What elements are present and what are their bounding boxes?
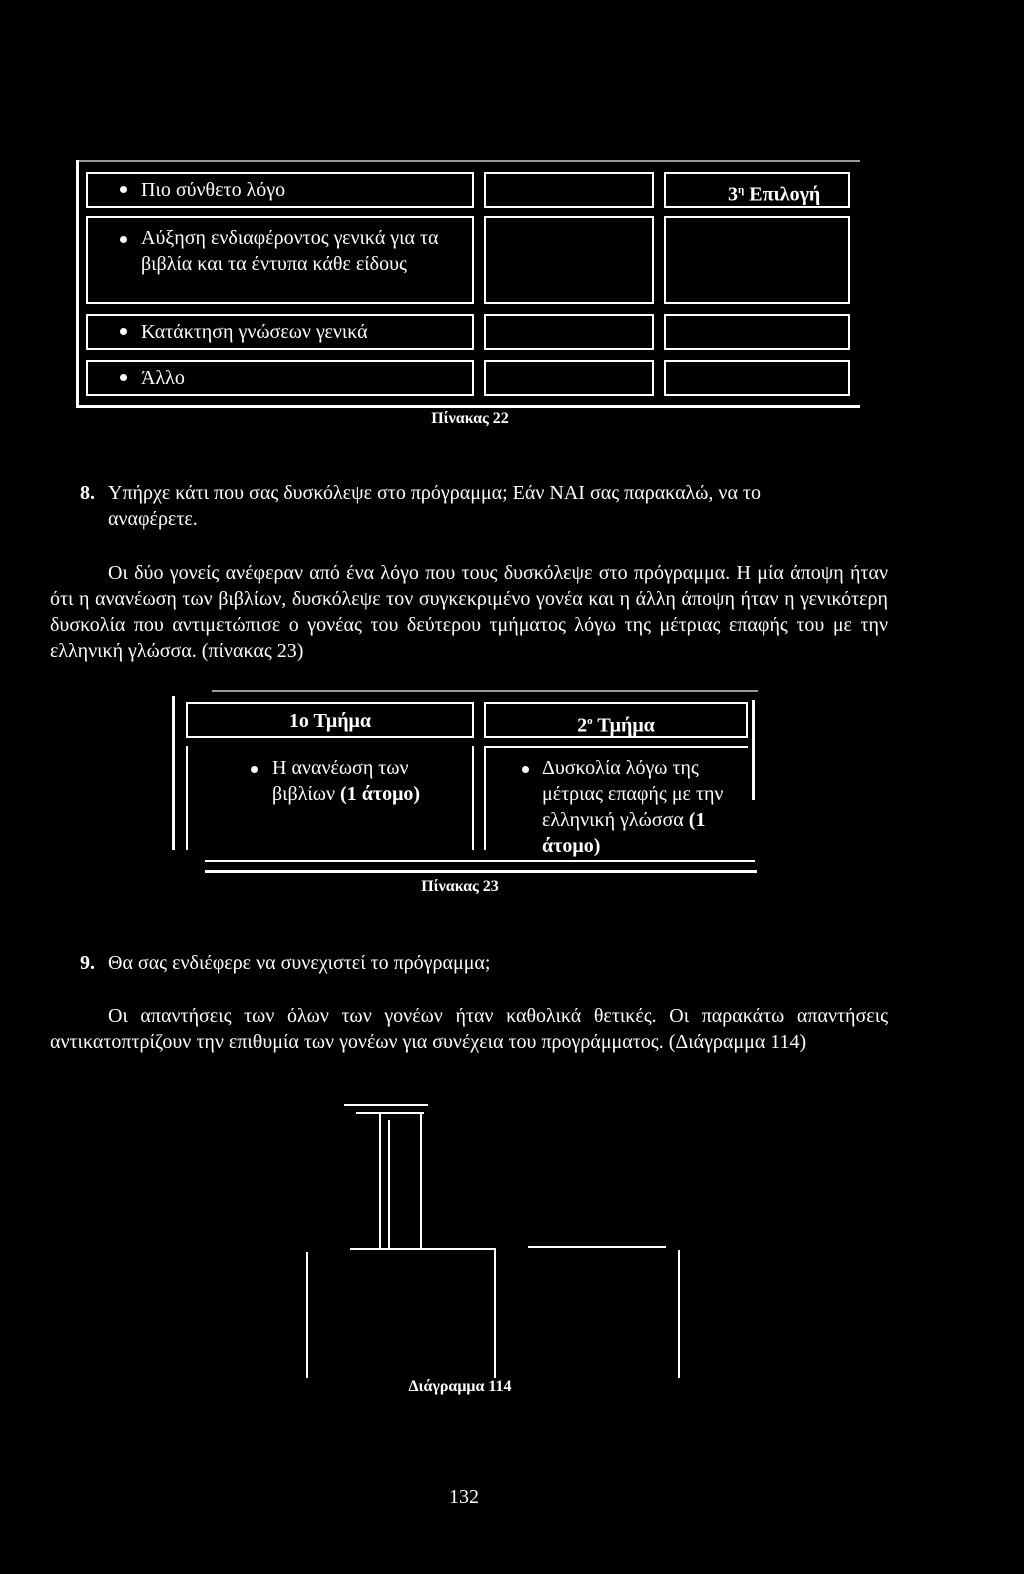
table-23-col2-count: (1 άτομο) bbox=[542, 809, 706, 857]
table-23-body-divider-1 bbox=[472, 746, 474, 850]
table-23-col1-header: 1ο Τμήμα bbox=[288, 710, 372, 732]
table-22-row-2-label: Αύξηση ενδιαφέροντος γενικά για τα βιβλία και τα έντυπα κάθε είδους bbox=[141, 227, 439, 275]
table-23-right-rule bbox=[752, 700, 755, 800]
table-23-col1-count: (1 άτομο) bbox=[340, 783, 421, 805]
diagram-114-top-bar bbox=[344, 1104, 428, 1106]
bullet-icon bbox=[120, 374, 127, 381]
diagram-114-pillar-left bbox=[379, 1112, 381, 1248]
table-22-row-2-cell-2 bbox=[484, 216, 654, 304]
question-8-number: 8. bbox=[80, 482, 95, 504]
table-22-row-3-cell-3 bbox=[664, 314, 850, 350]
diagram-114-baseline-right bbox=[528, 1246, 666, 1248]
table-22-row-4-cell-3 bbox=[664, 360, 850, 396]
bullet-icon bbox=[120, 328, 127, 335]
answer-8-text: Οι δύο γονείς ανέφεραν από ένα λόγο που τους δυσκόλεψε στο πρόγραμμα. Η μία άποψη ήταν ότι η ανανέωση των βιβλίων, δυσκόλεψε τον συγκεκριμένο γονέα και η άλλη άποψη ήταν η γενικότερη δυσκολία που αντιμετώπισε ο γονέας του δεύτερου τμήματος λόγω της μέτριας επαφής του με την ελληνική γλώσσα. (πίνακας 23) bbox=[50, 562, 888, 662]
question-8-text: Υπήρχε κάτι που σας δυσκόλεψε στο πρόγραμμα; Εάν ΝΑΙ σας παρακαλώ, να το αναφέρετε. bbox=[108, 482, 761, 530]
table-23-body-top-rule bbox=[486, 746, 748, 748]
table-23-caption: Πίνακας 23 bbox=[421, 878, 499, 895]
table-23-left-rule bbox=[172, 696, 175, 850]
question-9-text: Θα σας ενδιέφερε να συνεχιστεί το πρόγραμμα; bbox=[108, 952, 491, 974]
diagram-114-right-tick bbox=[678, 1250, 680, 1378]
table-22-row-4-label: Άλλο bbox=[120, 365, 185, 391]
table-22-row-2-cell-3 bbox=[664, 216, 850, 304]
table-23-col2-item: Δυσκολία λόγω της μέτριας επαφής με την ελληνική γλώσσα (1 άτομο) bbox=[542, 757, 724, 857]
bullet-icon bbox=[251, 766, 258, 773]
diagram-114-top-bar-2 bbox=[356, 1112, 424, 1114]
table-22-top-rule bbox=[76, 160, 860, 162]
diagram-114-mid-tick bbox=[494, 1248, 496, 1378]
diagram-114-pillar-mid bbox=[388, 1120, 390, 1248]
table-23-col2-header: $2^o$ Τμήμα bbox=[577, 714, 655, 737]
bullet-icon bbox=[522, 766, 529, 773]
diagram-114-pillar-right bbox=[420, 1112, 422, 1248]
table-22-row-3-label: Κατάκτηση γνώσεων γενικά bbox=[120, 319, 368, 345]
table-22-row-1-label: Πιο σύνθετο λόγο bbox=[120, 177, 285, 203]
table-22-row-3-cell-2 bbox=[484, 314, 654, 350]
table-23-top-rule bbox=[212, 690, 758, 692]
table-23-bottom-rule-1 bbox=[205, 860, 755, 862]
table-22-caption: Πίνακας 22 bbox=[431, 410, 509, 427]
bullet-icon bbox=[120, 186, 127, 193]
table-22-col3-header: $3^\eta$ Επιλογή bbox=[728, 183, 821, 206]
question-9-number: 9. bbox=[80, 952, 95, 974]
bullet-icon bbox=[120, 236, 127, 243]
diagram-114-caption: Διάγραμμα 114 bbox=[408, 1378, 512, 1395]
table-22-row-1-cell-2 bbox=[484, 172, 654, 208]
table-23-body-left-rule bbox=[186, 746, 188, 850]
page-number: 132 bbox=[449, 1486, 479, 1508]
answer-9-text: Οι απαντήσεις των όλων των γονέων ήταν καθολικά θετικές. Οι παρακάτω απαντήσεις αντικατοπτρίζουν την επιθυμία των γονέων για συνέχεια του προγράμματος. (Διάγραμμα 114) bbox=[50, 1005, 888, 1053]
table-23-bottom-rule-2 bbox=[205, 870, 757, 873]
table-23-col1-item: Η ανανέωση των βιβλίων (1 άτομο) bbox=[272, 757, 421, 805]
diagram-114-left-tick bbox=[306, 1252, 308, 1378]
table-22-row-4-cell-2 bbox=[484, 360, 654, 396]
table-23-body-divider-2 bbox=[484, 746, 486, 850]
diagram-114-baseline-left bbox=[350, 1248, 494, 1250]
